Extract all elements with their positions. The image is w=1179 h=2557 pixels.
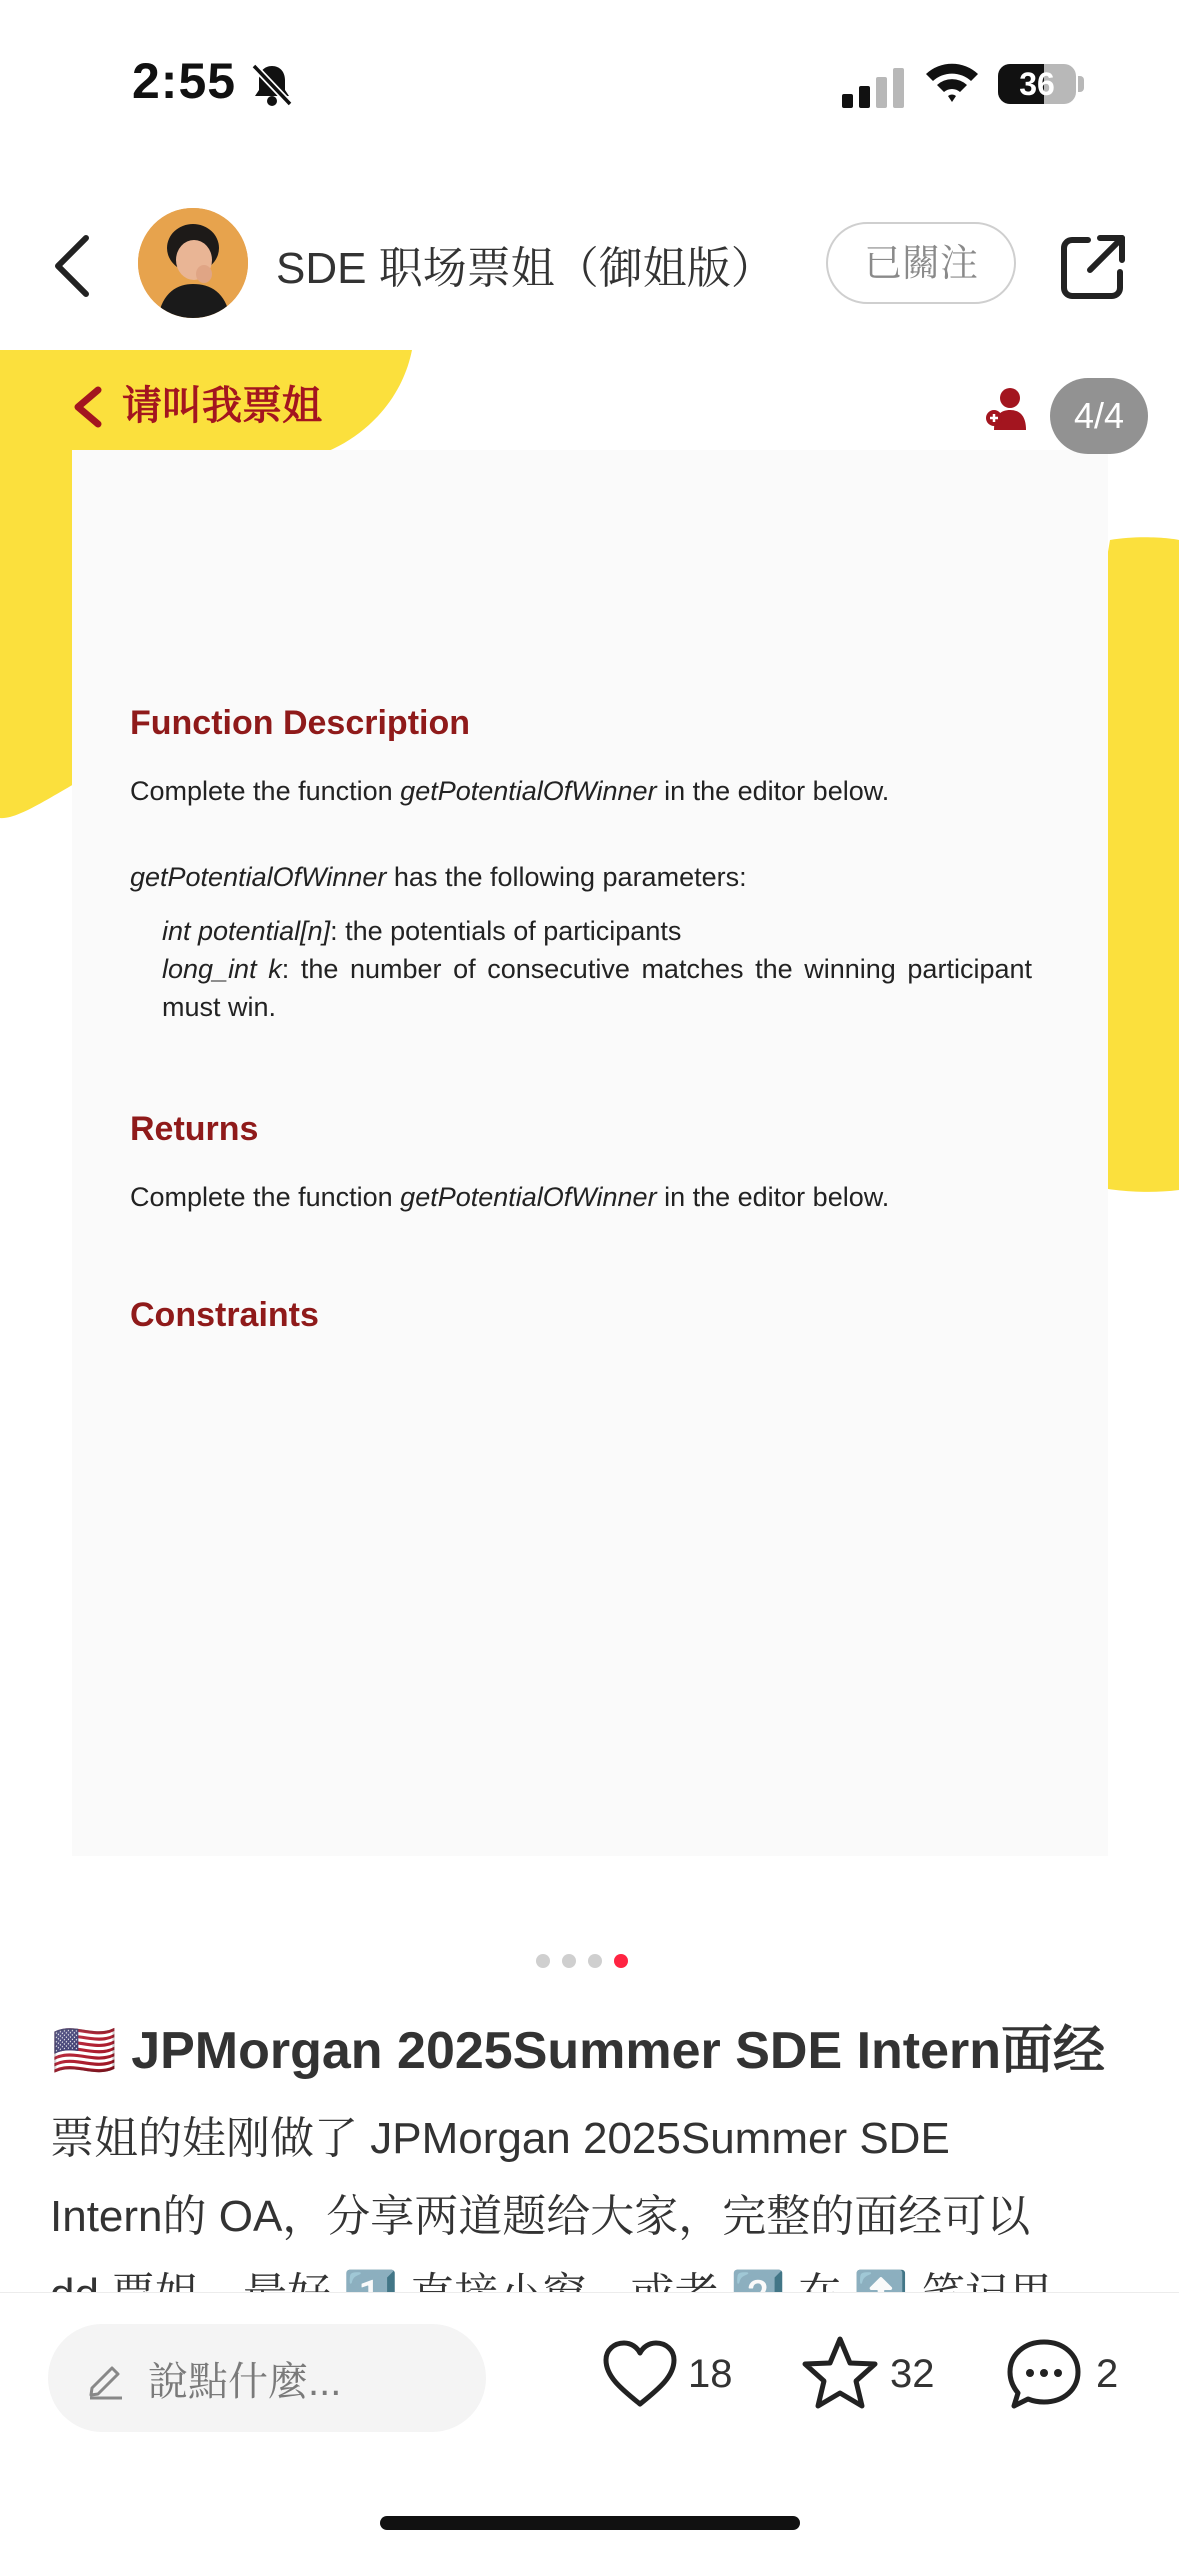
heart-icon[interactable] — [600, 2338, 680, 2410]
post-body-line: 票姐的娃刚做了 JPMorgan 2025Summer SDE — [50, 2114, 950, 2163]
text-suffix: has the following parameters: — [386, 862, 747, 892]
comment-count: 2 — [1096, 2352, 1119, 2396]
post-title-text: JPMorgan 2025Summer SDE Intern面经 — [131, 2022, 1106, 2080]
returns-heading: Returns — [130, 1110, 259, 1148]
function-name: getPotentialOfWinner — [400, 1182, 657, 1212]
pager-dot[interactable] — [562, 1954, 576, 1968]
pencil-icon — [84, 2356, 128, 2400]
cellular-signal-icon — [842, 68, 906, 108]
like-count: 18 — [688, 2352, 733, 2396]
pager-dot[interactable] — [588, 1954, 602, 1968]
post-body-line: Intern的 OA，分享两道题给大家，完整的面经可以 — [50, 2192, 1031, 2241]
text-suffix: in the editor below. — [656, 776, 890, 806]
pager-dot-active[interactable] — [614, 1954, 628, 1968]
image-back-label: 请叫我票姐 — [122, 384, 322, 428]
param-code: long_int k — [162, 954, 282, 984]
text-suffix: in the editor below. — [656, 1182, 890, 1212]
user-add-icon — [984, 384, 1028, 432]
chevron-left-icon — [70, 386, 106, 428]
post-image-carousel[interactable] — [0, 350, 1179, 1880]
param-code: int potential[n] — [162, 916, 331, 946]
text-prefix: Complete the function — [130, 776, 401, 806]
pager-dot[interactable] — [536, 1954, 550, 1968]
parameters-line — [130, 858, 747, 896]
battery-cap — [1078, 76, 1084, 92]
returns-line — [130, 1178, 889, 1216]
back-button[interactable] — [44, 220, 104, 310]
image-page-counter: 4/4 — [1050, 378, 1148, 454]
follow-button[interactable]: 已關注 — [826, 222, 1016, 304]
collect-count: 32 — [890, 2352, 935, 2396]
wifi-icon — [924, 60, 980, 104]
param-desc: : the number of consecutive matches the winning participant must win. — [162, 954, 1032, 1022]
function-name: getPotentialOfWinner — [130, 862, 387, 892]
param-desc: : the potentials of participants — [330, 916, 682, 946]
home-indicator — [380, 2516, 800, 2530]
document-card — [72, 450, 1108, 1856]
comment-placeholder[interactable]: 說點什麼... — [148, 2360, 342, 2404]
star-icon[interactable] — [800, 2334, 880, 2412]
battery-percent: 36 — [1019, 66, 1055, 102]
comment-bubble-icon[interactable] — [1004, 2336, 1084, 2412]
param-1 — [162, 912, 681, 950]
post-title — [52, 2008, 1105, 2083]
flag-emoji: 🇺🇸 — [52, 2022, 117, 2080]
status-time: 2:55 — [132, 53, 237, 109]
share-icon[interactable] — [1054, 226, 1134, 306]
constraints-heading: Constraints — [130, 1296, 319, 1334]
author-avatar[interactable] — [138, 208, 248, 318]
author-name[interactable]: SDE 职场票姐（御姐版） — [276, 244, 775, 293]
param-2 — [162, 950, 1032, 1026]
function-description-heading: Function Description — [130, 704, 470, 742]
text-prefix: Complete the function — [130, 1182, 401, 1212]
bell-muted-icon — [250, 62, 294, 108]
function-name: getPotentialOfWinner — [400, 776, 657, 806]
description-line — [130, 772, 889, 810]
